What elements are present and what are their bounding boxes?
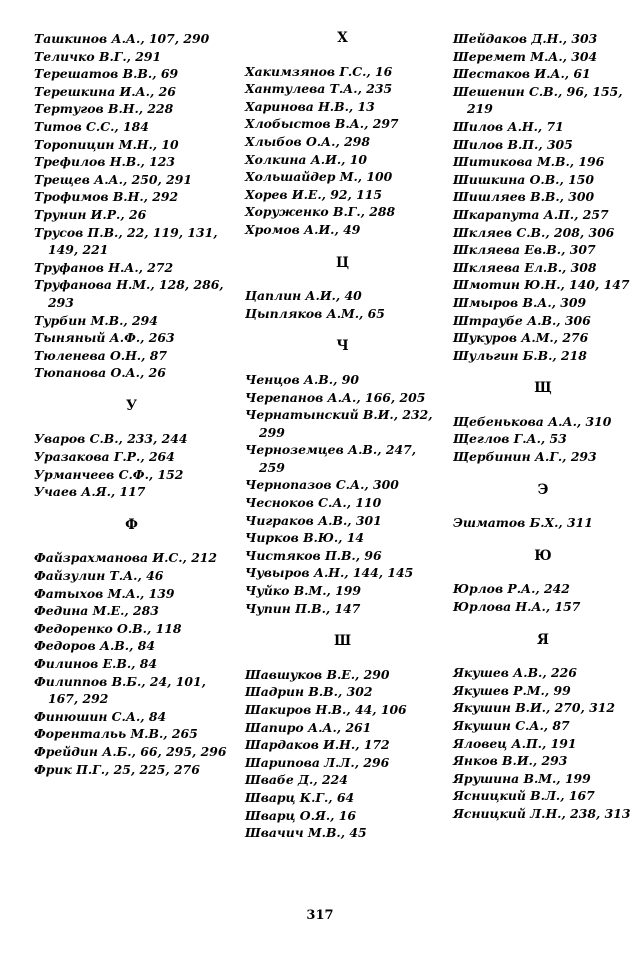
index-entry: Фрик П.Г., 25, 225, 276 xyxy=(34,761,200,777)
index-column-1 xyxy=(34,30,229,778)
section-letter-heading: Ч xyxy=(336,338,349,355)
index-entry: Шварц О.Я., 16 xyxy=(245,807,357,823)
index-entry: Фрейдин А.Б., 66, 295, 296 xyxy=(34,743,227,759)
index-entry: Юрлова Н.А., 157 xyxy=(453,599,581,615)
index-entry: Теличко В.Г., 291 xyxy=(34,48,162,64)
index-entry: Шукуров А.М., 276 xyxy=(453,330,589,346)
index-entry: Хлобыстов В.А., 297 xyxy=(245,116,399,132)
section-letter-heading: Ю xyxy=(534,547,552,564)
index-entry: Филиппов В.Б., 24, 101, 167, 292 xyxy=(34,673,206,707)
index-entry: Учаев А.Я., 117 xyxy=(34,484,146,500)
index-entry: Турбин М.В., 294 xyxy=(34,312,158,328)
index-section xyxy=(453,482,633,532)
index-entry: Урманчеев С.Ф., 152 xyxy=(34,466,184,482)
index-entry: Швабе Д., 224 xyxy=(245,772,348,788)
index-entry: Тюленева О.Н., 87 xyxy=(34,347,167,363)
index-entry: Ярушина В.М., 199 xyxy=(453,770,591,786)
index-entry: Шмыров В.А., 309 xyxy=(453,294,587,310)
index-entry: Трунин И.Р., 26 xyxy=(34,206,147,222)
index-entry: Ясницкий Л.Н., 238, 313 xyxy=(453,805,631,821)
index-entry: Харинова Н.В., 13 xyxy=(245,98,375,114)
index-entry: Труфанов Н.А., 272 xyxy=(34,259,174,275)
section-letter-heading: У xyxy=(126,397,137,414)
index-entry: Шмотин Ю.Н., 140, 147 xyxy=(453,277,630,293)
index-entry: Шульгин Б.В., 218 xyxy=(453,347,587,363)
index-entry: Федина М.Е., 283 xyxy=(34,603,159,619)
index-entry: Шкляева Ел.В., 308 xyxy=(453,259,597,275)
index-entry: Хлыбов О.А., 298 xyxy=(245,133,370,149)
index-entry: Ташкинов А.А., 107, 290 xyxy=(34,31,210,46)
index-entry: Шитикова М.В., 196 xyxy=(453,154,605,170)
index-entry: Труфанова Н.М., 128, 286, 293 xyxy=(34,277,224,310)
index-entry: Ясницкий В.Л., 167 xyxy=(453,788,595,804)
index-entry: Чернатынский В.И., 232, 299 xyxy=(245,407,433,440)
index-entry: Холкина А.И., 10 xyxy=(245,151,368,167)
index-entry: Шилов А.Н., 71 xyxy=(453,118,564,134)
index-entry: Шейдаков Д.Н., 303 xyxy=(453,31,598,46)
index-entry: Шардаков И.Н., 172 xyxy=(245,737,390,753)
index-entry: Якушин В.И., 270, 312 xyxy=(453,700,615,716)
index-entry: Швачич М.В., 45 xyxy=(245,825,367,841)
index-entry: Файзулин Т.А., 46 xyxy=(34,568,164,584)
index-section xyxy=(34,398,229,501)
index-section xyxy=(245,30,440,239)
index-entry: Щербинин А.Г., 293 xyxy=(453,449,597,465)
index-column-2 xyxy=(245,30,440,842)
index-entry: Шишкина О.В., 150 xyxy=(453,171,594,187)
index-entry: Шадрин В.В., 302 xyxy=(245,684,373,700)
section-letter-heading: Э xyxy=(537,481,549,498)
index-entry: Трещев А.А., 250, 291 xyxy=(34,171,192,187)
index-entry: Шакиров Н.В., 44, 106 xyxy=(245,702,407,717)
index-entry: Якушин С.А., 87 xyxy=(453,718,570,733)
index-entry: Чистяков П.В., 96 xyxy=(245,547,382,563)
index-section xyxy=(245,338,440,617)
index-entry: Шеремет М.А., 304 xyxy=(453,48,598,64)
section-letter-heading: Х xyxy=(337,30,348,46)
index-entry: Чиграков А.В., 301 xyxy=(245,512,382,528)
index-entry: Шешенин С.В., 96, 155, 219 xyxy=(453,83,623,117)
index-entry: Тюпанова О.А., 26 xyxy=(34,365,166,381)
index-entry: Чернопазов С.А., 300 xyxy=(245,477,399,493)
index-entry: Черепанов А.А., 166, 205 xyxy=(245,389,426,405)
index-entry: Якушев Р.М., 99 xyxy=(453,682,571,698)
index-entry: Трефилов Н.В., 123 xyxy=(34,154,176,170)
index-entry: Файзрахманова И.С., 212 xyxy=(34,550,218,566)
index-entry: Шишляев В.В., 300 xyxy=(453,189,595,205)
section-letter-heading: Ф xyxy=(125,516,138,533)
index-entry: Хантулева Т.А., 235 xyxy=(245,81,393,97)
index-entry: Титов С.С., 184 xyxy=(34,118,149,134)
index-entry: Чесноков С.А., 110 xyxy=(245,495,382,511)
index-entry: Торопицин М.Н., 10 xyxy=(34,136,179,152)
index-entry: Трусов П.В., 22, 119, 131, 149, 221 xyxy=(34,224,218,258)
index-entry: Шварц К.Г., 64 xyxy=(245,789,355,805)
index-entry: Щеглов Г.А., 53 xyxy=(453,431,567,447)
index-entry: Шестаков И.А., 61 xyxy=(453,66,591,82)
index-entry: Трофимов В.Н., 292 xyxy=(34,189,179,205)
index-entry: Шкляева Ев.В., 307 xyxy=(453,242,596,258)
index-entry: Чувыров А.Н., 144, 145 xyxy=(245,565,414,581)
index-section xyxy=(453,30,633,364)
index-entry: Хакимзянов Г.С., 16 xyxy=(245,63,393,79)
index-entry: Чупин П.В., 147 xyxy=(245,600,361,616)
index-entry: Чуйко В.М., 199 xyxy=(245,583,362,599)
index-entry: Хромов А.И., 49 xyxy=(245,221,361,237)
index-entry: Форентальь М.В., 265 xyxy=(34,726,198,742)
index-entry: Цаплин А.И., 40 xyxy=(245,288,362,304)
index-entry: Федоров А.В., 84 xyxy=(34,638,155,654)
index-entry: Эшматов Б.Х., 311 xyxy=(453,515,593,531)
index-entry: Уразакова Г.Р., 264 xyxy=(34,449,175,465)
index-entry: Фатыхов М.А., 139 xyxy=(34,585,175,601)
page-number: 317 xyxy=(306,908,334,923)
index-section xyxy=(453,548,633,616)
index-section xyxy=(453,632,633,823)
index-entry: Шарипова Л.Л., 296 xyxy=(245,754,390,770)
index-entry: Тертугов В.Н., 228 xyxy=(34,101,174,117)
index-entry: Юрлов Р.А., 242 xyxy=(453,581,570,597)
index-entry: Шкарапута А.П., 257 xyxy=(453,206,609,222)
index-section xyxy=(453,380,633,465)
index-entry: Щебенькова А.А., 310 xyxy=(453,413,612,429)
section-letter-heading: Щ xyxy=(534,380,552,397)
index-entry: Шапиро А.А., 261 xyxy=(245,719,372,735)
index-entry: Филинов Е.В., 84 xyxy=(34,656,158,671)
index-section xyxy=(245,255,440,323)
index-entry: Хоруженко В.Г., 288 xyxy=(245,204,396,220)
index-entry: Хорев И.Е., 92, 115 xyxy=(245,186,383,202)
index-entry: Шавшуков В.Е., 290 xyxy=(245,666,390,682)
index-entry: Шкляев С.В., 208, 306 xyxy=(453,224,615,240)
index-entry: Яловец А.П., 191 xyxy=(453,735,577,751)
index-entry: Терешатов В.В., 69 xyxy=(34,66,179,82)
index-entry: Штраубе А.В., 306 xyxy=(453,312,591,328)
section-letter-heading: Я xyxy=(537,631,549,648)
index-entry: Уваров С.В., 233, 244 xyxy=(34,431,188,447)
index-entry: Федоренко О.В., 118 xyxy=(34,620,182,636)
index-entry: Шилов В.П., 305 xyxy=(453,136,573,152)
index-section xyxy=(34,30,229,382)
index-entry: Тыняный А.Ф., 263 xyxy=(34,330,175,346)
index-entry: Ченцов А.В., 90 xyxy=(245,371,359,387)
index-entry: Терешкина И.А., 26 xyxy=(34,83,176,99)
index-entry: Хольшайдер М., 100 xyxy=(245,169,393,185)
index-entry: Черноземцев А.В., 247, 259 xyxy=(245,442,417,475)
index-section xyxy=(245,633,440,842)
index-entry: Якушев А.В., 226 xyxy=(453,665,577,681)
index-section xyxy=(34,517,229,778)
index-entry: Цыпляков А.М., 65 xyxy=(245,305,385,321)
section-letter-heading: Ц xyxy=(335,254,350,271)
index-entry: Янков В.И., 293 xyxy=(453,753,568,769)
index-entry: Финюшин С.А., 84 xyxy=(34,708,167,724)
section-letter-heading: Ш xyxy=(333,633,352,650)
index-column-3 xyxy=(453,30,633,823)
index-entry: Чирков В.Ю., 14 xyxy=(245,530,365,546)
